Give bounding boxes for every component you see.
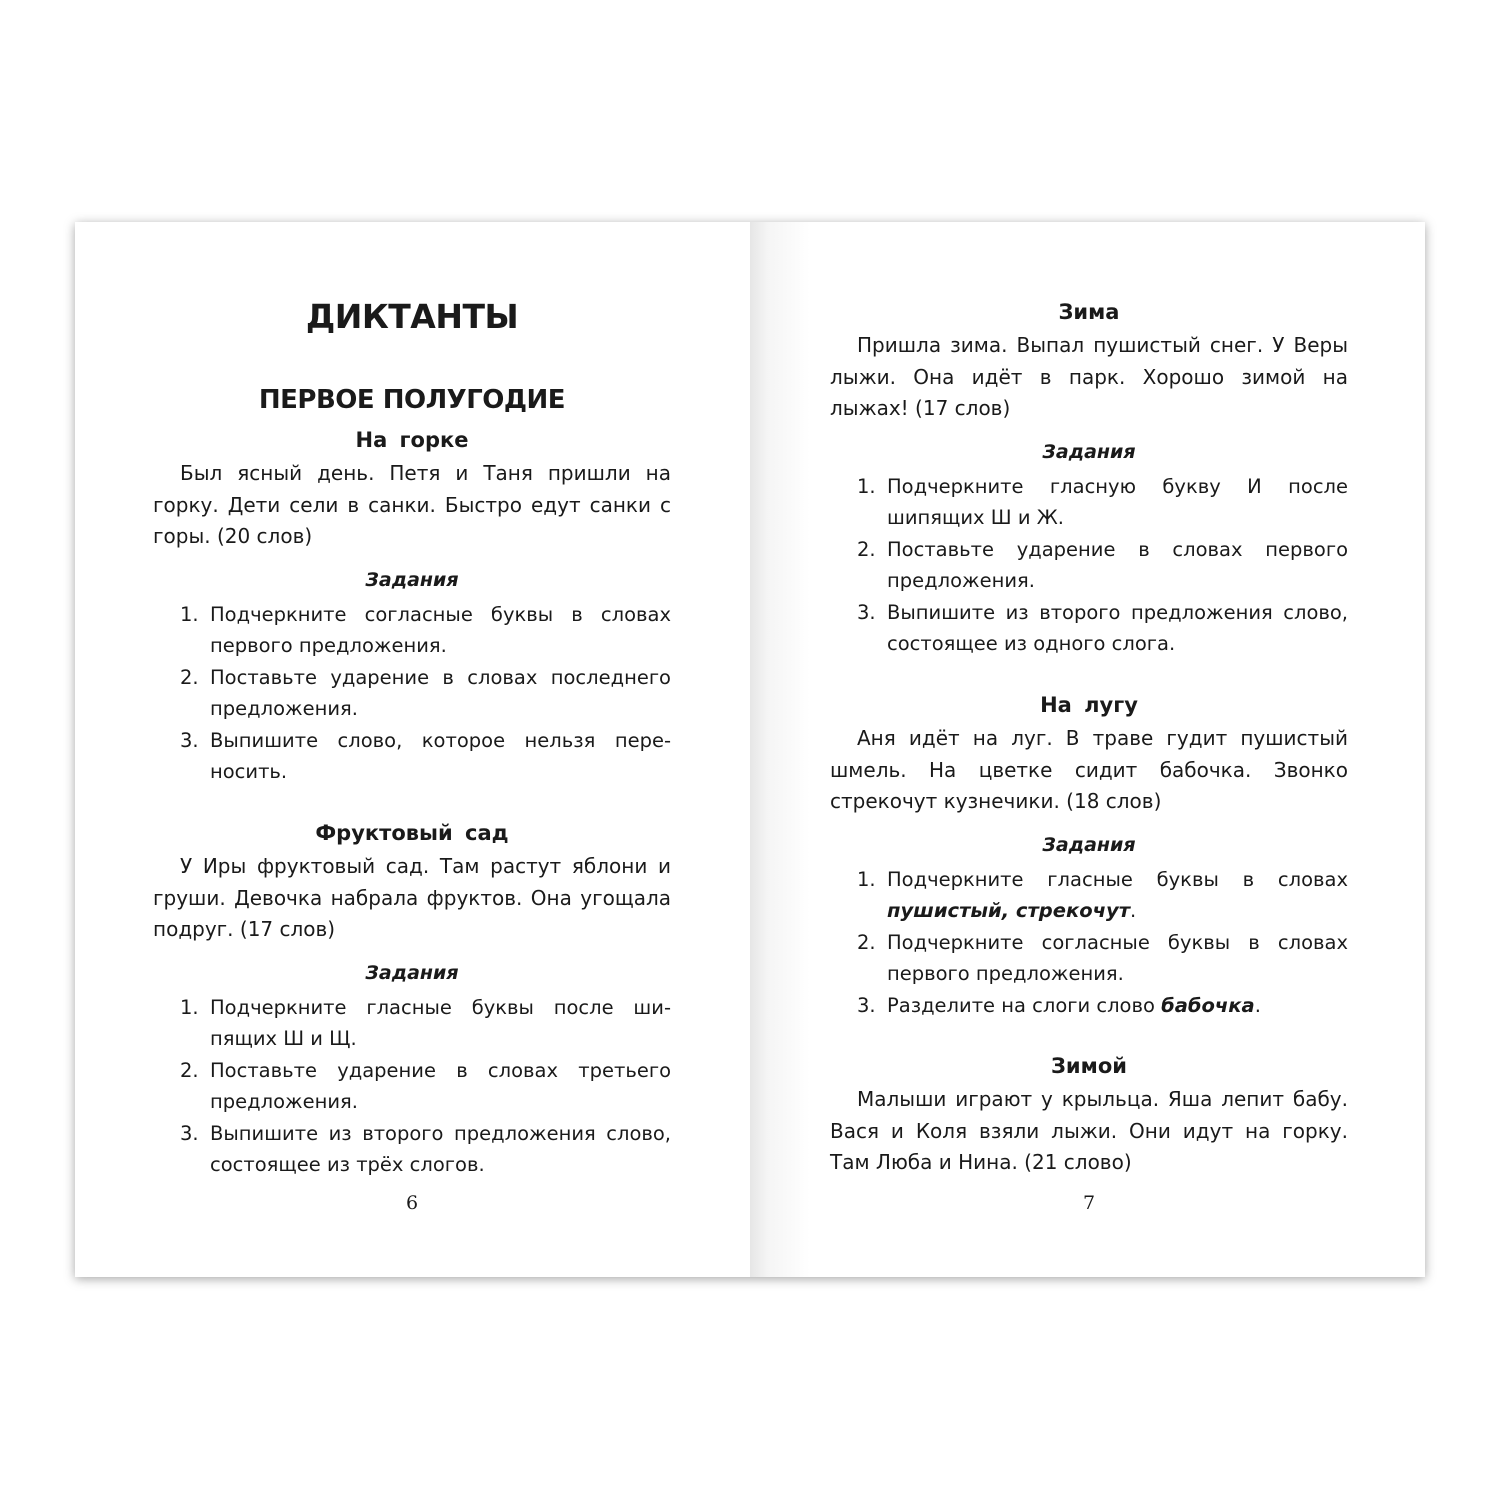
dictation-fruktovyi-sad [153,819,671,1181]
dictation-text: Был ясный день. Петя и Таня пришли на горку. Дети сели в санки. Быстро едут санки с горы. (20 слов) [153,461,671,548]
task-text: Подчеркните гласную букву И после шипящих Ш и Ж. [887,474,1348,529]
task-item [830,471,1348,534]
dictation-text: У Иры фруктовый сад. Там растут яблони и груши. Девочка набрала фруктов. Она угощала подруг. (17 слов) [153,854,671,941]
dictation-text: Аня идёт на луг. В траве гудит пушистый шмель. На цветке сидит бабочка. Звонко стрекочут кузнечики. (18 слов) [830,726,1348,813]
tasks-heading: Задания [365,961,459,984]
page-number: 7 [1082,1192,1096,1214]
task-text: Подчеркните согласные буквы в словах первого предложения. [887,930,1348,985]
dictation-title: Зима [1058,300,1120,324]
task-item [830,927,1348,990]
task-number: 2. [180,665,199,689]
punctuation: . [1130,899,1137,922]
page-number: 6 [405,1192,419,1214]
task-item [153,725,671,788]
tasks-heading: Задания [365,568,459,591]
dictation-zima [830,298,1348,660]
emphasized-word: стрекочут [1015,899,1130,922]
task-item [153,1118,671,1181]
tasks-list [153,599,671,788]
task-text: Поставьте ударение в словах последнего предложения. [210,665,671,720]
tasks-list [830,864,1348,1022]
task-number: 2. [857,930,876,954]
right-page [750,222,1425,1277]
dictation-text: Пришла зима. Выпал пушистый снег. У Веры лыжи. Она идёт в парк. Хорошо зимой на лыжах! (17 слов) [830,333,1348,420]
task-number: 1. [857,474,876,498]
task-number: 1. [180,995,199,1019]
dictation-title: На лугу [1040,693,1138,717]
task-item [153,662,671,725]
emphasized-word: бабочка [1161,993,1255,1017]
punctuation: . [1254,993,1261,1017]
task-text: Выпишите из второго предложения слово, состоящее из трёх слогов. [210,1121,671,1176]
right-column [830,222,1348,1277]
task-number: 3. [180,1121,199,1145]
subsection-heading: ПЕРВОЕ ПОЛУГОДИЕ [258,385,566,415]
dictation-title: Фруктовый сад [315,821,509,845]
task-item [830,990,1348,1022]
task-item [830,597,1348,660]
task-number: 2. [857,537,876,561]
tasks-list [153,992,671,1181]
dictation-na-lugu [830,691,1348,1021]
task-item [830,864,1348,927]
emphasized-word: пушистый [887,899,1002,922]
task-number: 1. [857,867,876,891]
left-page [75,222,750,1277]
task-text: Поставьте ударение в словах первого предложения. [887,537,1348,592]
task-number: 3. [857,993,876,1017]
left-column [153,222,671,1277]
task-item [153,992,671,1055]
task-text: Подчеркните гласные буквы в словах [887,867,1348,891]
task-item [153,1055,671,1118]
dictation-title: На горке [355,428,469,452]
tasks-heading: Задания [1042,440,1136,463]
task-text: Подчеркните согласные буквы в словах первого предложения. [210,602,671,657]
tasks-heading: Задания [1042,833,1136,856]
task-item [153,599,671,662]
dictation-text: Малыши играют у крыльца. Яша лепит бабу. Вася и Коля взяли лыжи. Они идут на горку. Там Люба и Нина. (21 слово) [830,1087,1348,1174]
task-number: 3. [180,728,199,752]
dictation-title: Зимой [1051,1054,1127,1078]
dictation-na-gorke [153,426,671,788]
task-number: 2. [180,1058,199,1082]
task-text: Подчеркните гласные буквы после шипящих Ш и Щ. [210,995,671,1050]
task-number: 3. [857,600,876,624]
separator: , [1001,899,1016,922]
task-number: 1. [180,602,199,626]
task-item [830,534,1348,597]
task-text: Разделите на слоги слово [887,993,1162,1017]
section-heading: ДИКТАНТЫ [305,297,519,336]
dictation-zimoi [830,1052,1348,1179]
task-text: Выпишите слово, которое нельзя переносить. [210,728,671,783]
task-text: Поставьте ударение в словах третьего предложения. [210,1058,671,1113]
book-spread [75,222,1425,1277]
task-text: Выпишите из второго предложения слово, состоящее из одного слога. [887,600,1348,655]
tasks-list [830,471,1348,660]
